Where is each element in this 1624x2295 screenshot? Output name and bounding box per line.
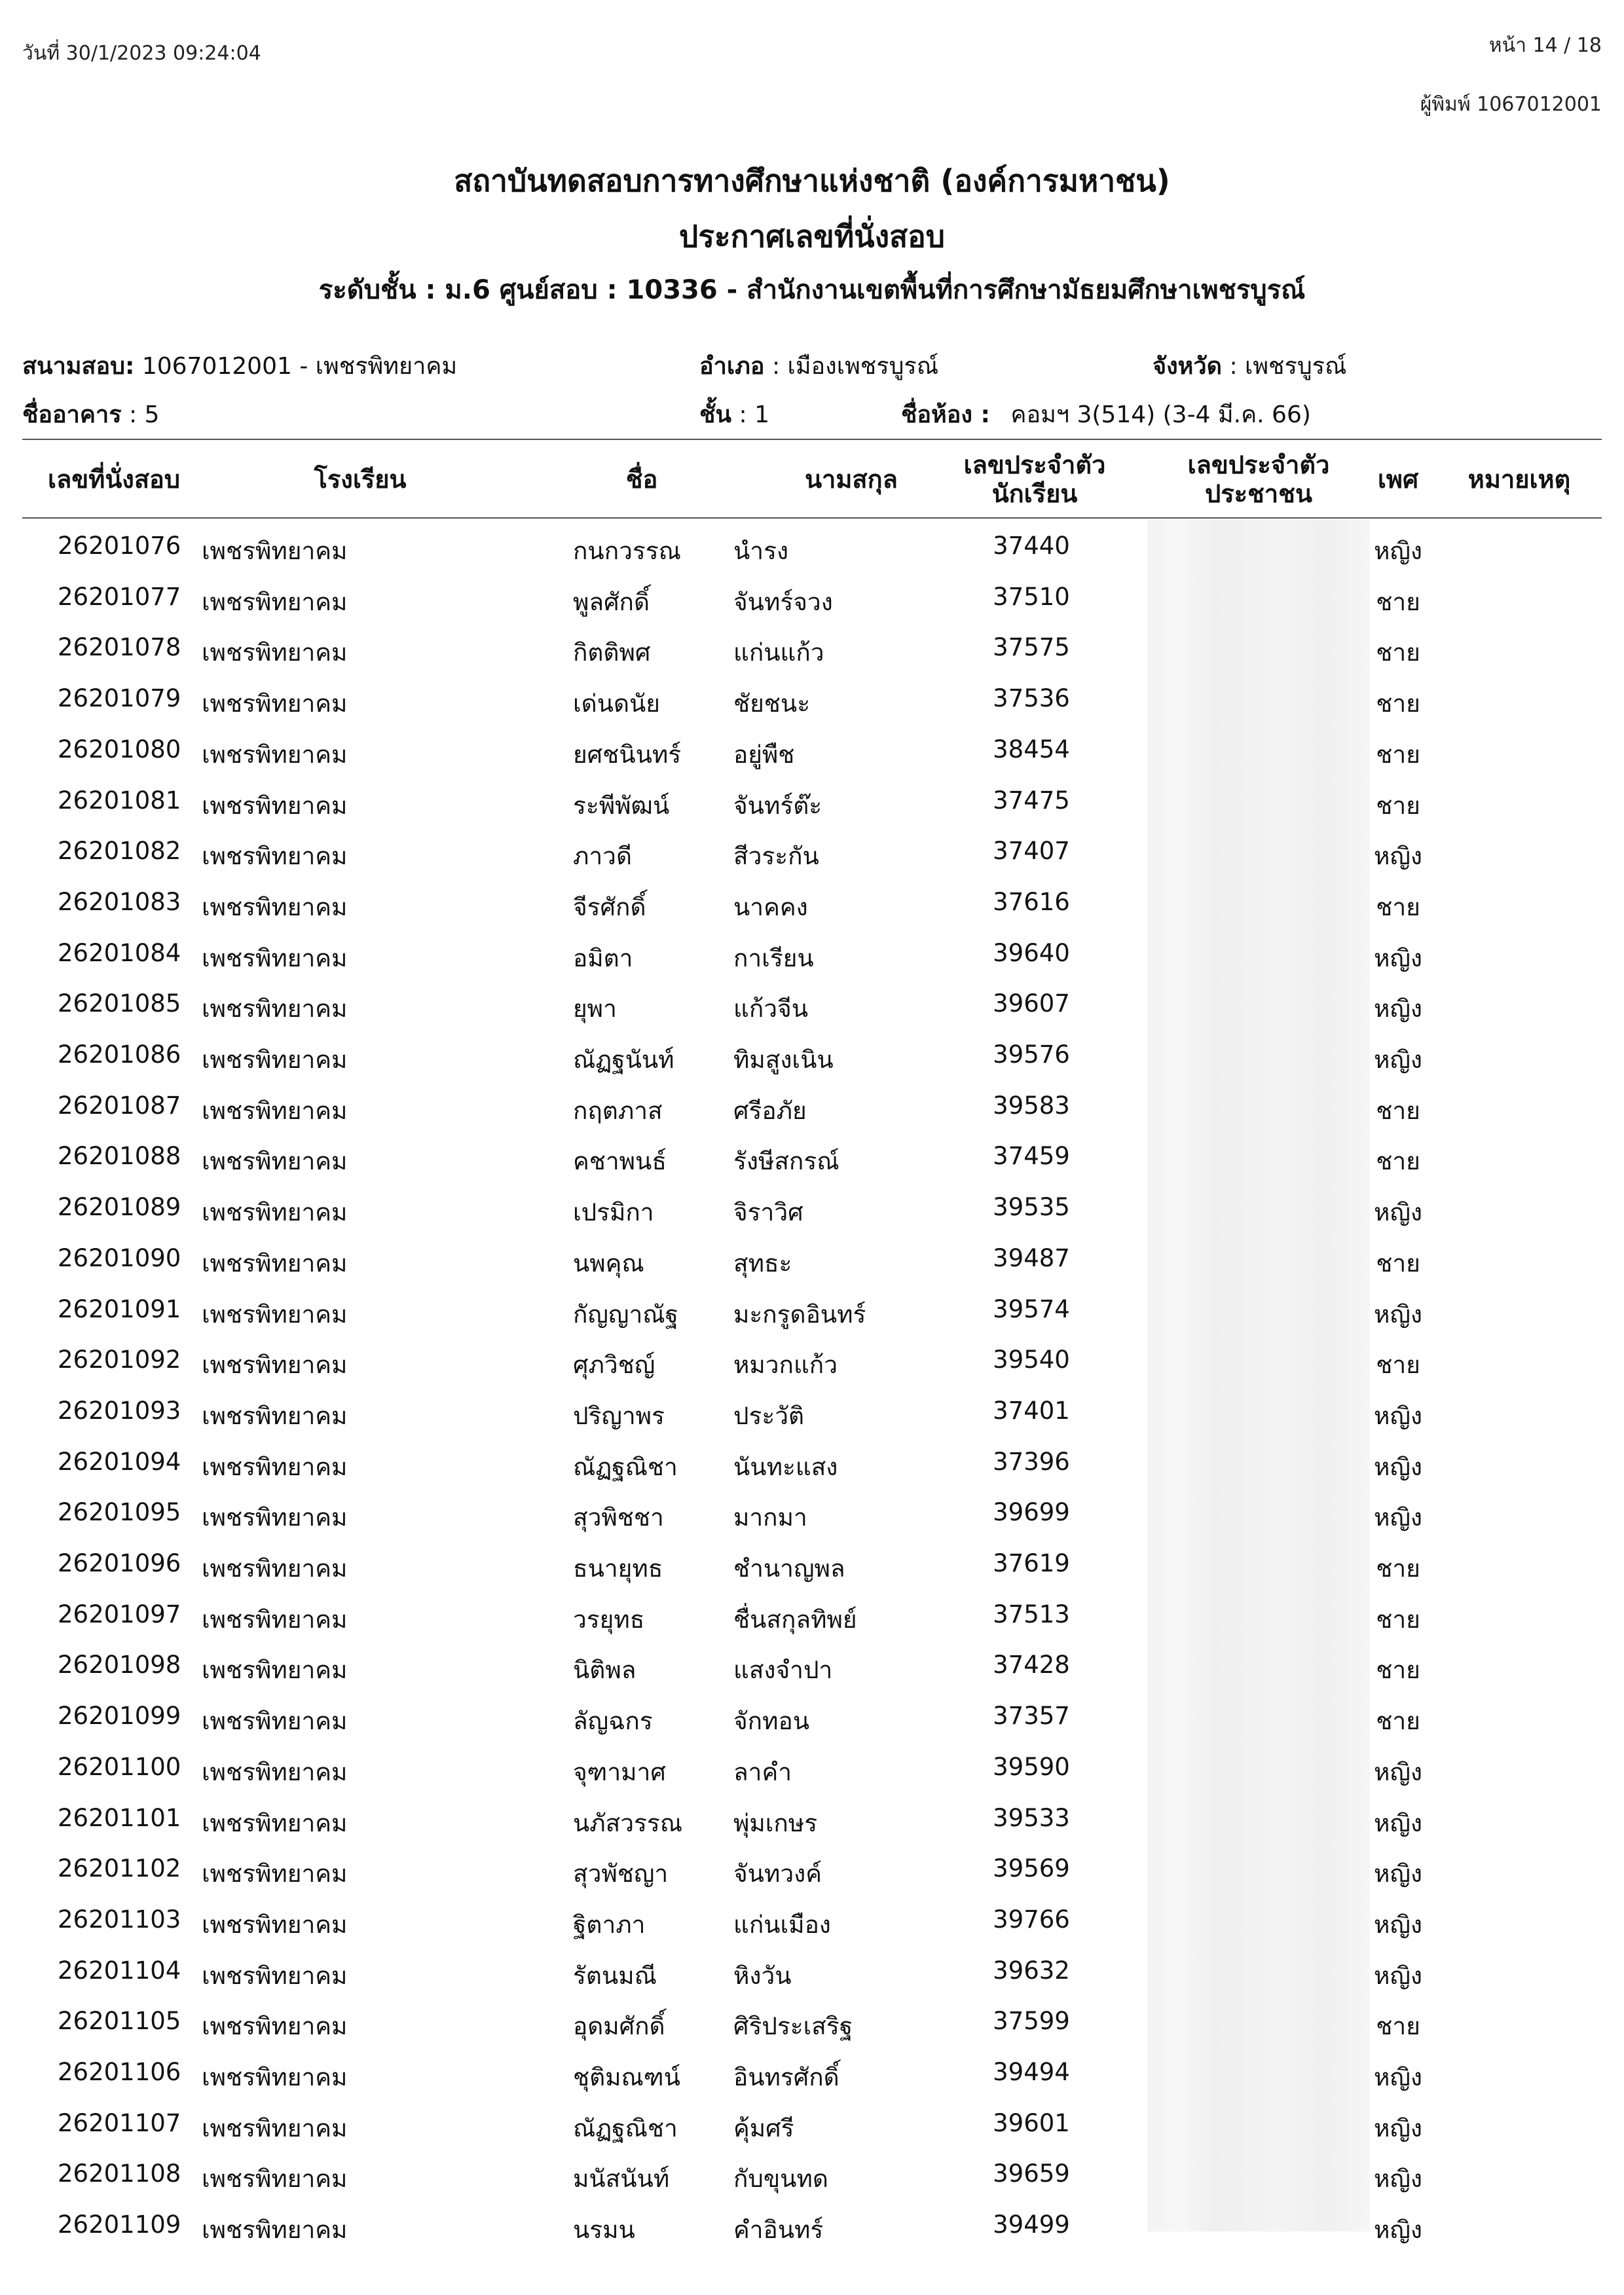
first-name: เด่นดนัย bbox=[573, 689, 660, 718]
school-name: เพชรพิทยาคม bbox=[202, 792, 348, 820]
student-id: 37428 bbox=[993, 1651, 1070, 1679]
sex: หญิง bbox=[1374, 1758, 1422, 1786]
seat-number: 26201076 bbox=[58, 532, 181, 560]
school-name: เพชรพิทยาคม bbox=[202, 1198, 348, 1226]
sex: หญิง bbox=[1374, 1453, 1422, 1481]
last-name: หิงวัน bbox=[733, 1962, 792, 1990]
seat-number: 26201102 bbox=[58, 1854, 181, 1882]
exam-subtitle: ระดับชั้น : ม.6 ศูนย์สอบ : 10336 - สำนักงานเขตพื้นที่การศึกษามัธยมศึกษาเพชรบูรณ์ bbox=[318, 275, 1306, 305]
first-name: นพคุณ bbox=[573, 1249, 644, 1277]
col-header-note: หมายเหตุ bbox=[1467, 465, 1571, 494]
first-name: ณัฏฐณิชา bbox=[573, 2114, 678, 2142]
sex: ชาย bbox=[1376, 1656, 1420, 1684]
col-header-student-id-line2: นักเรียน bbox=[991, 479, 1078, 508]
student-id: 39569 bbox=[993, 1854, 1070, 1882]
last-name: พุ่มเกษร bbox=[733, 1809, 818, 1837]
first-name: ฐิตาภา bbox=[573, 1911, 646, 1939]
first-name: อมิตา bbox=[573, 944, 633, 972]
sex: หญิง bbox=[1374, 2216, 1422, 2244]
sex: ชาย bbox=[1376, 1351, 1420, 1379]
last-name: ศรีอภัย bbox=[733, 1097, 807, 1125]
student-id: 37459 bbox=[993, 1142, 1070, 1170]
sex: หญิง bbox=[1374, 2165, 1422, 2193]
seat-number: 26201108 bbox=[58, 2159, 181, 2188]
last-name: แสงจำปา bbox=[733, 1656, 833, 1684]
sex: หญิง bbox=[1374, 1046, 1422, 1074]
student-id: 39574 bbox=[993, 1295, 1070, 1323]
last-name: จักทอน bbox=[733, 1707, 809, 1735]
sex: หญิง bbox=[1374, 1198, 1422, 1226]
school-name: เพชรพิทยาคม bbox=[202, 2165, 348, 2193]
school-name: เพชรพิทยาคม bbox=[202, 1503, 348, 1532]
seat-number: 26201079 bbox=[58, 684, 181, 712]
sex: หญิง bbox=[1374, 1402, 1422, 1430]
student-id: 39659 bbox=[993, 2159, 1070, 2188]
page-number: หน้า 14 / 18 bbox=[1488, 34, 1602, 57]
first-name: มนัสนันท์ bbox=[573, 2165, 670, 2193]
sex: ชาย bbox=[1376, 689, 1420, 718]
last-name: ชัยชนะ bbox=[733, 689, 811, 718]
seat-number: 26201106 bbox=[58, 2058, 181, 2086]
first-name: ธนายุทธ bbox=[573, 1554, 663, 1583]
room-info bbox=[901, 395, 1311, 433]
province-info bbox=[1153, 347, 1346, 384]
school-name: เพชรพิทยาคม bbox=[202, 2216, 348, 2244]
building-label: ชื่ออาคาร bbox=[22, 401, 122, 428]
school-name: เพชรพิทยาคม bbox=[202, 1809, 348, 1837]
school-name: เพชรพิทยาคม bbox=[202, 1402, 348, 1430]
seat-number: 26201104 bbox=[58, 1956, 181, 1985]
seat-number: 26201082 bbox=[58, 837, 181, 865]
school-name: เพชรพิทยาคม bbox=[202, 1300, 348, 1329]
sex: ชาย bbox=[1376, 1097, 1420, 1125]
seat-number: 26201095 bbox=[58, 1498, 181, 1526]
sex: หญิง bbox=[1374, 1503, 1422, 1532]
last-name: สุทธะ bbox=[733, 1249, 792, 1277]
first-name: พูลศักดิ์ bbox=[573, 588, 650, 616]
school-name: เพชรพิทยาคม bbox=[202, 1911, 348, 1939]
student-id: 39590 bbox=[993, 1753, 1070, 1781]
seat-number: 26201087 bbox=[58, 1092, 181, 1120]
sex: ชาย bbox=[1376, 1147, 1420, 1175]
last-name: นันทะแสง bbox=[733, 1453, 838, 1481]
first-name: กัญญาณัฐ bbox=[573, 1300, 678, 1329]
school-name: เพชรพิทยาคม bbox=[202, 689, 348, 718]
sex: หญิง bbox=[1374, 1809, 1422, 1837]
last-name: ชื่นสกุลทิพย์ bbox=[733, 1606, 857, 1634]
building-value: : 5 bbox=[128, 401, 160, 428]
first-name: คชาพนธ์ bbox=[573, 1147, 667, 1175]
first-name: ปริญาพร bbox=[573, 1402, 665, 1430]
building-info bbox=[22, 395, 159, 433]
school-name: เพชรพิทยาคม bbox=[202, 1453, 348, 1481]
first-name: สุวพิชชา bbox=[573, 1503, 664, 1532]
printer-id: ผู้พิมพ์ 1067012001 bbox=[1420, 93, 1602, 116]
school-name: เพชรพิทยาคม bbox=[202, 537, 348, 565]
seat-number: 26201091 bbox=[58, 1295, 181, 1323]
last-name: กาเรียน bbox=[733, 944, 814, 972]
col-header-first: ชื่อ bbox=[625, 465, 658, 494]
last-name: แก้วจีน bbox=[733, 995, 808, 1023]
student-id: 37510 bbox=[993, 583, 1070, 611]
first-name: ยศชนินทร์ bbox=[573, 741, 682, 769]
school-name: เพชรพิทยาคม bbox=[202, 588, 348, 616]
student-id: 37599 bbox=[993, 2007, 1070, 2035]
col-header-sex: เพศ bbox=[1377, 465, 1419, 494]
school-name: เพชรพิทยาคม bbox=[202, 1860, 348, 1888]
sex: หญิง bbox=[1374, 2114, 1422, 2142]
first-name: จีรศักดิ์ bbox=[573, 893, 646, 921]
first-name: อุดมศักดิ์ bbox=[573, 2012, 665, 2040]
sex: หญิง bbox=[1374, 842, 1422, 870]
first-name: ระพีพัฒน์ bbox=[573, 792, 670, 820]
first-name: ณัฏฐนันท์ bbox=[573, 1046, 674, 1074]
school-name: เพชรพิทยาคม bbox=[202, 1097, 348, 1125]
sex: ชาย bbox=[1376, 638, 1420, 667]
last-name: ลาคำ bbox=[733, 1758, 792, 1786]
student-id: 39632 bbox=[993, 1956, 1070, 1985]
last-name: มากมา bbox=[733, 1503, 807, 1532]
print-date: วันที่ 30/1/2023 09:24:04 bbox=[22, 42, 261, 65]
school-name: เพชรพิทยาคม bbox=[202, 1351, 348, 1379]
first-name: วรยุทธ bbox=[573, 1606, 645, 1634]
student-id: 37619 bbox=[993, 1549, 1070, 1577]
sex: ชาย bbox=[1376, 1249, 1420, 1277]
sex: หญิง bbox=[1374, 1911, 1422, 1939]
room-value: คอมฯ 3(514) (3-4 มี.ค. 66) bbox=[1010, 401, 1311, 428]
first-name: นภัสวรรณ bbox=[573, 1809, 683, 1837]
district-value: : เมืองเพชรบูรณ์ bbox=[771, 353, 939, 380]
sex: ชาย bbox=[1376, 893, 1420, 921]
announcement-title: ประกาศเลขที่นั่งสอบ bbox=[679, 219, 945, 254]
col-header-seat: เลขที่นั่งสอบ bbox=[48, 465, 180, 494]
sex: หญิง bbox=[1374, 1962, 1422, 1990]
school-name: เพชรพิทยาคม bbox=[202, 1758, 348, 1786]
student-id: 37357 bbox=[993, 1702, 1070, 1730]
student-id: 39607 bbox=[993, 989, 1070, 1018]
last-name: หมวกแก้ว bbox=[733, 1351, 838, 1379]
last-name: แก่นแก้ว bbox=[733, 638, 824, 667]
venue-value: 1067012001 - เพชรพิทยาคม bbox=[141, 353, 458, 380]
student-id: 39540 bbox=[993, 1346, 1070, 1374]
seat-number: 26201086 bbox=[58, 1040, 181, 1069]
venue-info bbox=[22, 347, 457, 384]
student-id: 37475 bbox=[993, 786, 1070, 815]
sex: หญิง bbox=[1374, 2063, 1422, 2091]
last-name: กับขุนทด bbox=[733, 2165, 828, 2193]
seat-number: 26201085 bbox=[58, 989, 181, 1018]
student-id: 37616 bbox=[993, 888, 1070, 916]
student-id: 37513 bbox=[993, 1600, 1070, 1628]
student-id: 39576 bbox=[993, 1040, 1070, 1069]
table-top-rule bbox=[22, 439, 1602, 440]
student-id: 39535 bbox=[993, 1193, 1070, 1221]
last-name: อยู่พืช bbox=[733, 741, 795, 769]
last-name: อินทรศักดิ์ bbox=[733, 2063, 840, 2091]
venue-label: สนามสอบ: bbox=[22, 353, 135, 380]
seat-number: 26201101 bbox=[58, 1804, 181, 1832]
seat-number: 26201098 bbox=[58, 1651, 181, 1679]
student-id: 37401 bbox=[993, 1397, 1070, 1425]
seat-number: 26201092 bbox=[58, 1346, 181, 1374]
school-name: เพชรพิทยาคม bbox=[202, 638, 348, 667]
seat-number: 26201093 bbox=[58, 1397, 181, 1425]
seat-number: 26201103 bbox=[58, 1905, 181, 1934]
last-name: แก่นเมือง bbox=[733, 1911, 831, 1939]
student-id: 37575 bbox=[993, 633, 1070, 661]
last-name: ประวัติ bbox=[733, 1402, 805, 1430]
seat-number: 26201078 bbox=[58, 633, 181, 661]
col-header-citizen-id bbox=[1160, 450, 1357, 508]
school-name: เพชรพิทยาคม bbox=[202, 2063, 348, 2091]
sex: หญิง bbox=[1374, 537, 1422, 565]
last-name: ทิมสูงเนิน bbox=[733, 1046, 834, 1074]
table-header-rule bbox=[22, 517, 1602, 519]
first-name: ชุติมณฑน์ bbox=[573, 2063, 680, 2091]
student-id: 39487 bbox=[993, 1244, 1070, 1272]
redacted-citizen-ids bbox=[1147, 520, 1370, 2231]
province-value: : เพชรบูรณ์ bbox=[1229, 353, 1347, 380]
seat-number: 26201109 bbox=[58, 2211, 181, 2239]
school-name: เพชรพิทยาคม bbox=[202, 1606, 348, 1634]
student-id: 39533 bbox=[993, 1804, 1070, 1832]
student-id: 39499 bbox=[993, 2211, 1070, 2239]
last-name: นำรง bbox=[733, 537, 789, 565]
school-name: เพชรพิทยาคม bbox=[202, 1249, 348, 1277]
last-name: คุ้มศรี bbox=[733, 2114, 794, 2142]
sex: หญิง bbox=[1374, 944, 1422, 972]
seat-number: 26201096 bbox=[58, 1549, 181, 1577]
school-name: เพชรพิทยาคม bbox=[202, 1554, 348, 1583]
student-id: 37536 bbox=[993, 684, 1070, 712]
seat-number: 26201080 bbox=[58, 735, 181, 763]
first-name: นิติพล bbox=[573, 1656, 637, 1684]
floor-value: : 1 bbox=[739, 401, 769, 428]
seat-number: 26201089 bbox=[58, 1193, 181, 1221]
seat-number: 26201081 bbox=[58, 786, 181, 815]
col-header-citizen-id-line1: เลขประจำตัว bbox=[1187, 450, 1330, 479]
last-name: ชำนาญพล bbox=[733, 1554, 845, 1583]
seat-number: 26201107 bbox=[58, 2109, 181, 2137]
last-name: สีวระกัน bbox=[733, 842, 819, 870]
district-label: อำเภอ bbox=[699, 353, 765, 380]
seat-number: 26201083 bbox=[58, 888, 181, 916]
seat-number: 26201094 bbox=[58, 1448, 181, 1476]
sex: หญิง bbox=[1374, 995, 1422, 1023]
first-name: ลัญฉกร bbox=[573, 1707, 653, 1735]
first-name: กิตติพศ bbox=[573, 638, 651, 667]
seat-number: 26201077 bbox=[58, 583, 181, 611]
school-name: เพชรพิทยาคม bbox=[202, 2114, 348, 2142]
first-name: ภาวดี bbox=[573, 842, 632, 870]
school-name: เพชรพิทยาคม bbox=[202, 1656, 348, 1684]
district-info bbox=[699, 347, 938, 384]
first-name: ศุภวิชญ์ bbox=[573, 1351, 655, 1379]
student-id: 39494 bbox=[993, 2058, 1070, 2086]
sex: ชาย bbox=[1376, 1606, 1420, 1634]
school-name: เพชรพิทยาคม bbox=[202, 893, 348, 921]
seat-number: 26201088 bbox=[58, 1142, 181, 1170]
last-name: รังษีสกรณ์ bbox=[733, 1147, 840, 1175]
col-header-citizen-id-line2: ประชาชน bbox=[1205, 479, 1312, 508]
seat-number: 26201090 bbox=[58, 1244, 181, 1272]
student-id: 39640 bbox=[993, 939, 1070, 967]
student-id: 37396 bbox=[993, 1448, 1070, 1476]
last-name: คำอินทร์ bbox=[733, 2216, 824, 2244]
school-name: เพชรพิทยาคม bbox=[202, 2012, 348, 2040]
floor-label: ชั้น bbox=[699, 401, 732, 428]
institute-title: สถาบันทดสอบการทางศึกษาแห่งชาติ (องค์การมหาชน) bbox=[454, 163, 1170, 198]
student-id: 39699 bbox=[993, 1498, 1070, 1526]
seat-number: 26201084 bbox=[58, 939, 181, 967]
first-name: ยุพา bbox=[573, 995, 617, 1023]
student-id: 37407 bbox=[993, 837, 1070, 865]
last-name: จันทร์ต๊ะ bbox=[733, 792, 822, 820]
first-name: จุฑามาศ bbox=[573, 1758, 666, 1786]
first-name: เปรมิกา bbox=[573, 1198, 654, 1226]
student-id: 39583 bbox=[993, 1092, 1070, 1120]
school-name: เพชรพิทยาคม bbox=[202, 1147, 348, 1175]
last-name: มะกรูดอินทร์ bbox=[733, 1300, 866, 1329]
room-label: ชื่อห้อง : bbox=[901, 401, 990, 428]
sex: ชาย bbox=[1376, 588, 1420, 616]
seat-number: 26201105 bbox=[58, 2007, 181, 2035]
school-name: เพชรพิทยาคม bbox=[202, 1707, 348, 1735]
last-name: จันทวงค์ bbox=[733, 1860, 822, 1888]
seat-number: 26201100 bbox=[58, 1753, 181, 1781]
last-name: จิราวิศ bbox=[733, 1198, 803, 1226]
last-name: นาคคง bbox=[733, 893, 808, 921]
floor-info bbox=[699, 395, 769, 433]
sex: หญิง bbox=[1374, 1860, 1422, 1888]
col-header-last: นามสกุล bbox=[805, 465, 898, 494]
sex: ชาย bbox=[1376, 792, 1420, 820]
seat-number: 26201099 bbox=[58, 1702, 181, 1730]
col-header-student-id bbox=[936, 450, 1133, 508]
sex: หญิง bbox=[1374, 1300, 1422, 1329]
first-name: กฤตภาส bbox=[573, 1097, 663, 1125]
sex: ชาย bbox=[1376, 741, 1420, 769]
last-name: ศิริประเสริฐ bbox=[733, 2012, 853, 2040]
first-name: รัตนมณี bbox=[573, 1962, 657, 1990]
school-name: เพชรพิทยาคม bbox=[202, 741, 348, 769]
school-name: เพชรพิทยาคม bbox=[202, 995, 348, 1023]
col-header-school: โรงเรียน bbox=[314, 465, 407, 494]
first-name: สุวพัชญา bbox=[573, 1860, 669, 1888]
first-name: กนกวรรณ bbox=[573, 537, 681, 565]
first-name: นรมน bbox=[573, 2216, 635, 2244]
sex: ชาย bbox=[1376, 1554, 1420, 1583]
student-id: 37440 bbox=[993, 532, 1070, 560]
school-name: เพชรพิทยาคม bbox=[202, 944, 348, 972]
student-id: 39766 bbox=[993, 1905, 1070, 1934]
col-header-student-id-line1: เลขประจำตัว bbox=[963, 450, 1106, 479]
school-name: เพชรพิทยาคม bbox=[202, 1962, 348, 1990]
student-id: 39601 bbox=[993, 2109, 1070, 2137]
school-name: เพชรพิทยาคม bbox=[202, 1046, 348, 1074]
sex: ชาย bbox=[1376, 1707, 1420, 1735]
school-name: เพชรพิทยาคม bbox=[202, 842, 348, 870]
sex: ชาย bbox=[1376, 2012, 1420, 2040]
student-id: 38454 bbox=[993, 735, 1070, 763]
province-label: จังหวัด bbox=[1153, 353, 1222, 380]
last-name: จันทร์จวง bbox=[733, 588, 833, 616]
first-name: ณัฏฐณิชา bbox=[573, 1453, 678, 1481]
seat-number: 26201097 bbox=[58, 1600, 181, 1628]
